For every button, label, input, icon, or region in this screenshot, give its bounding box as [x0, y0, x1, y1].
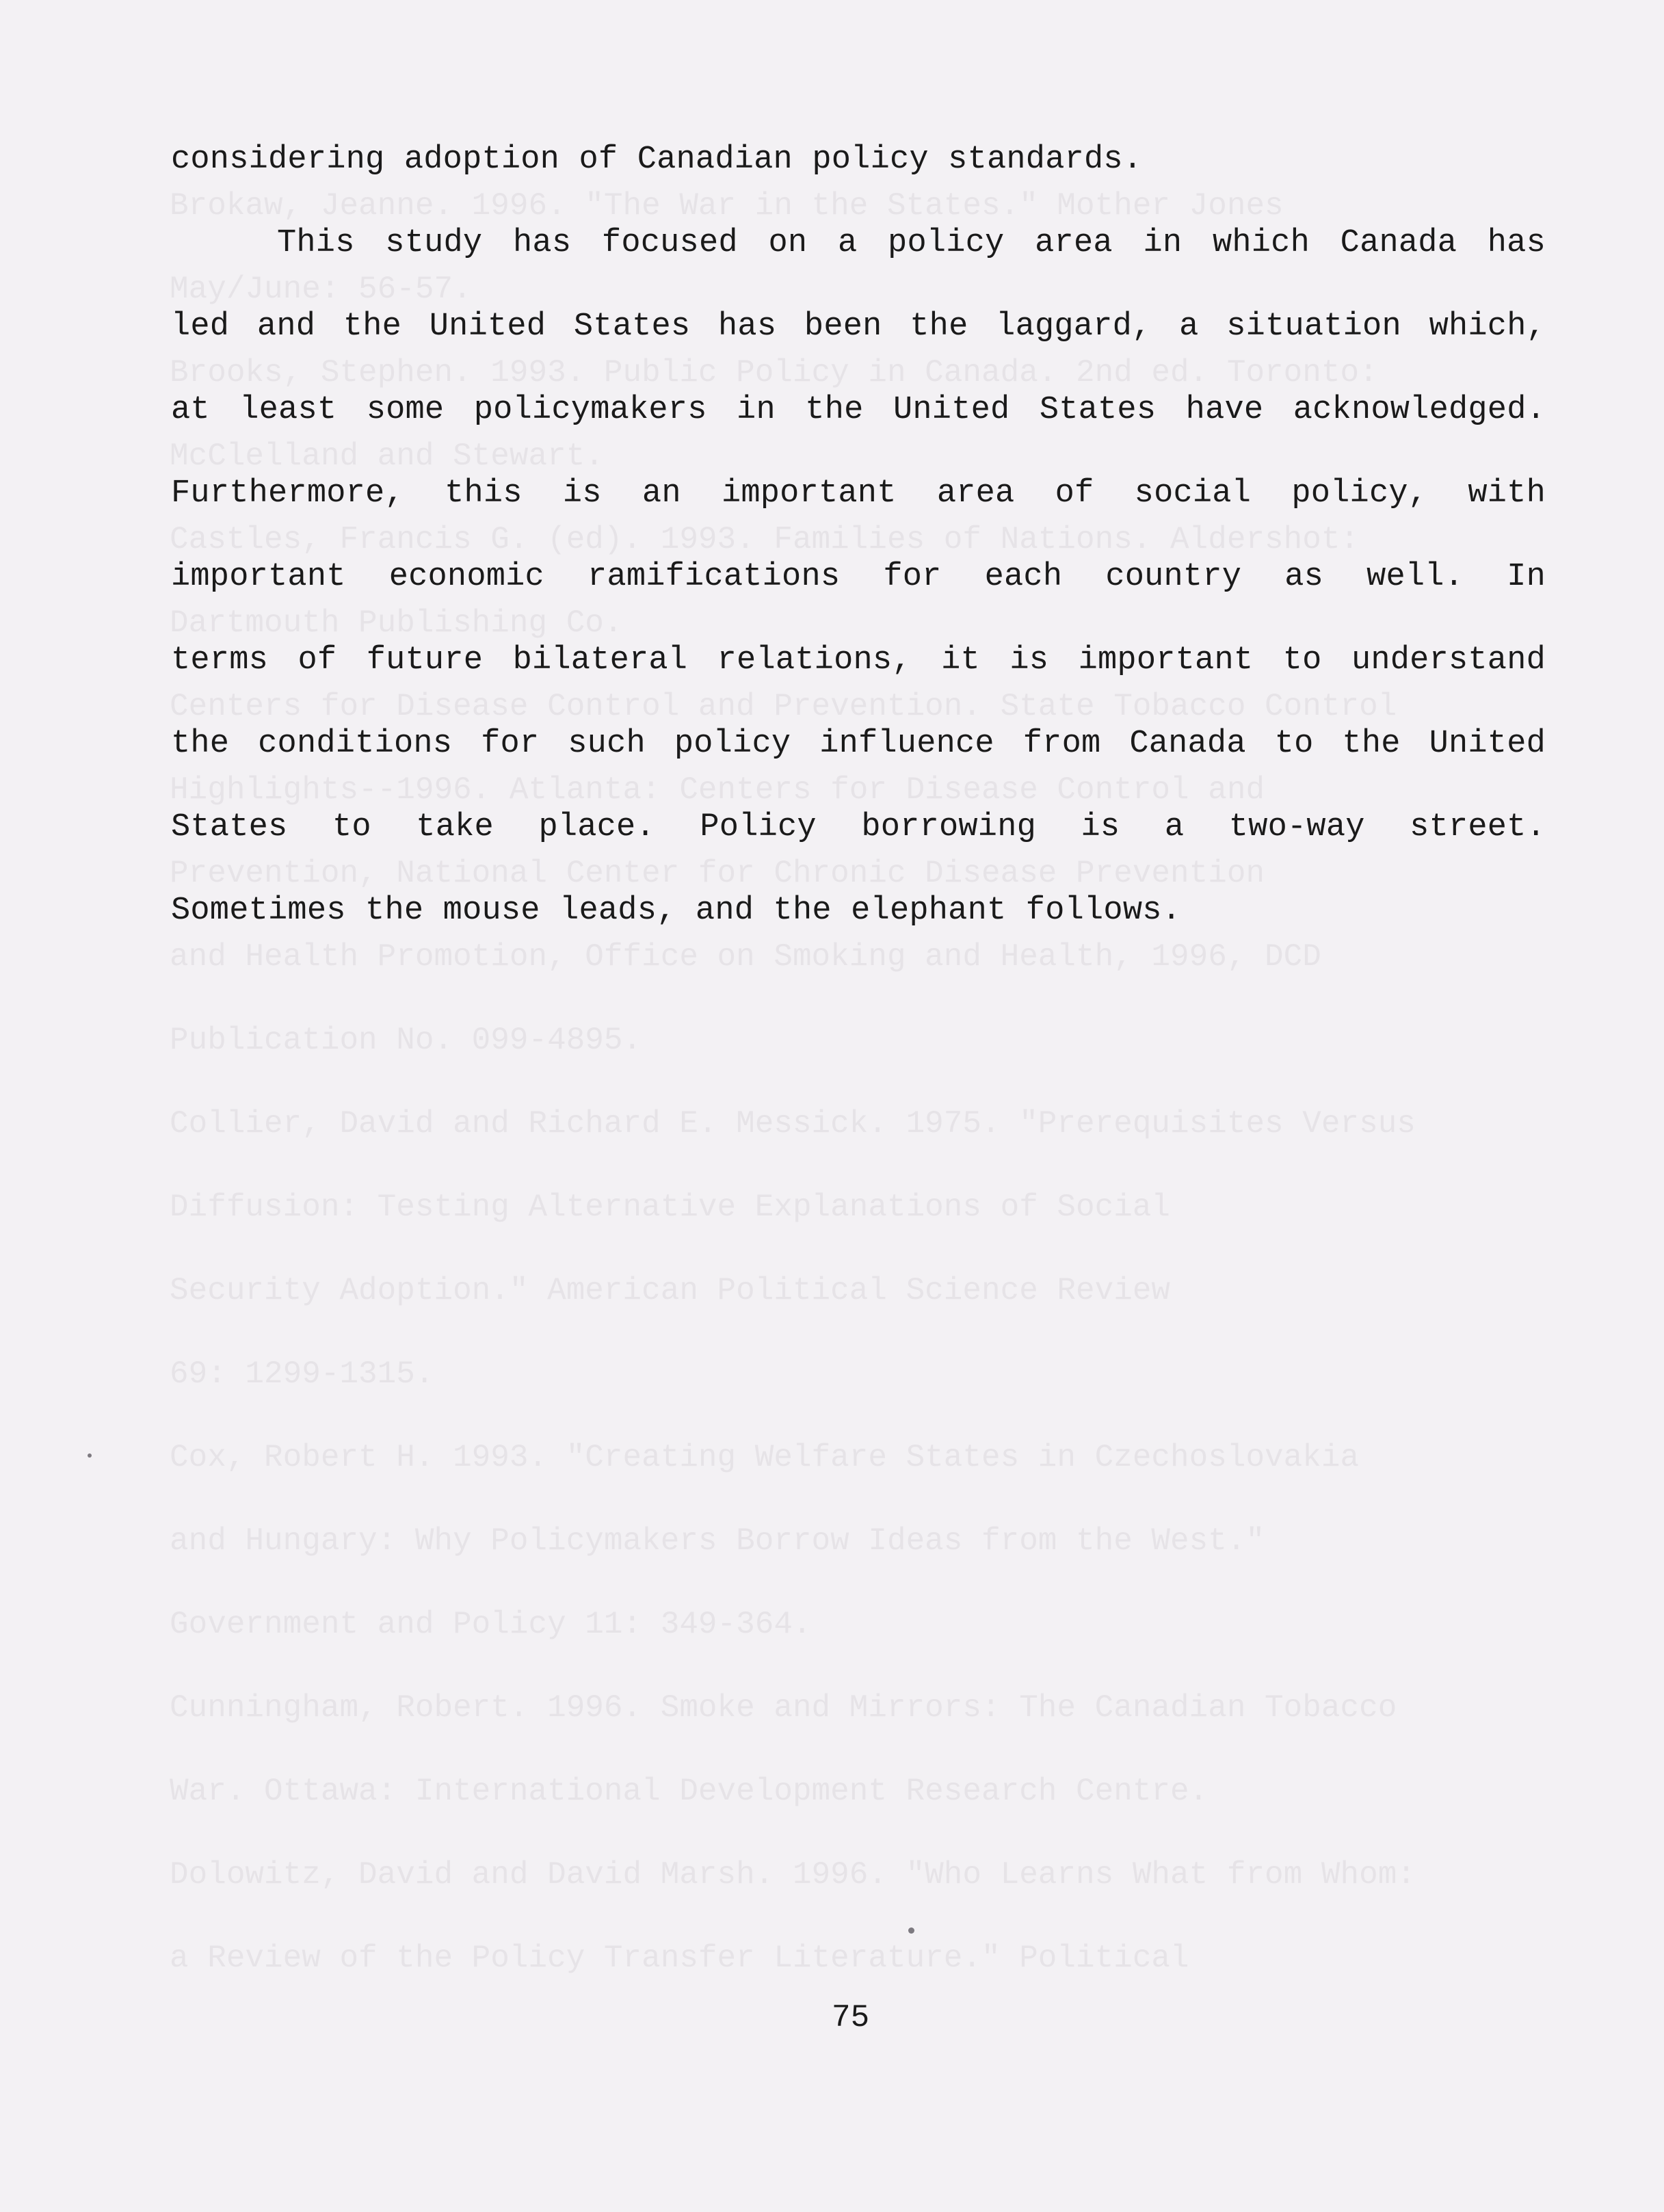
text-line: the conditions for such policy influence from Canada to the United — [171, 726, 1546, 762]
scan-speck — [88, 1453, 92, 1458]
text-line: Furthermore, this is an important area of social policy, with — [171, 475, 1546, 512]
text-line: terms of future bilateral relations, it is important to understand — [171, 642, 1546, 679]
text-line: States to take place. Policy borrowing is a two-way street. — [171, 809, 1546, 845]
body-paragraph — [171, 133, 1546, 968]
page-number: 75 — [832, 2000, 870, 2036]
text-line: This study has focused on a policy area in which Canada has — [277, 225, 1546, 261]
scan-speck — [908, 1927, 914, 1934]
text-line: important economic ramifications for each country as well. In — [171, 559, 1546, 595]
bleed-through-text: Brokaw, Jeanne. 1996. "The War in the States." Mother Jones May/June: 56-57. Brooks, Stephen. 1993. Public Policy in Canada. 2nd ed. Toronto: McClelland and Stewart. Castles, Francis G. (ed). 1993. Families of Nations. Aldershot: Dartmouth Publishing Co. Centers for Disease Control and Prevention. State Tobacco Control Highlights--1996. Atlanta: Centers for Disease Control and Prevention, National Center for Chronic Disease Prevention and Health Promotion, Office on Smoking and Health, 1996, DCD Publication No. 099-4895. Collier, David and Richard E. Messick. 1975. "Prerequisites Versus Diffusion: Testing Alternative Explanations of Social Security Adoption." American Political Science Review 69: 1299-1315. Cox, Robert H. 1993. "Creating Welfare States in Czechoslovakia and Hungary: Why Policymakers Borrow Ideas from the West." Government and Policy 11: 349-364. Cunningham, Robert. 1996. Smoke and Mirrors: The Canadian Tobacco War. Ottawa: International Development Research Centre. Dolowitz, David and David Marsh. 1996. "Who Learns What from Whom: a Review of the Policy Transfer Literature." Political — [170, 188, 1416, 1976]
text-line: Sometimes the mouse leads, and the elephant follows. — [171, 893, 1182, 929]
text-line: considering adoption of Canadian policy standards. — [171, 142, 1143, 178]
text-line: at least some policymakers in the United States have acknowledged. — [171, 392, 1546, 428]
text-line: led and the United States has been the laggard, a situation which, — [171, 308, 1546, 345]
